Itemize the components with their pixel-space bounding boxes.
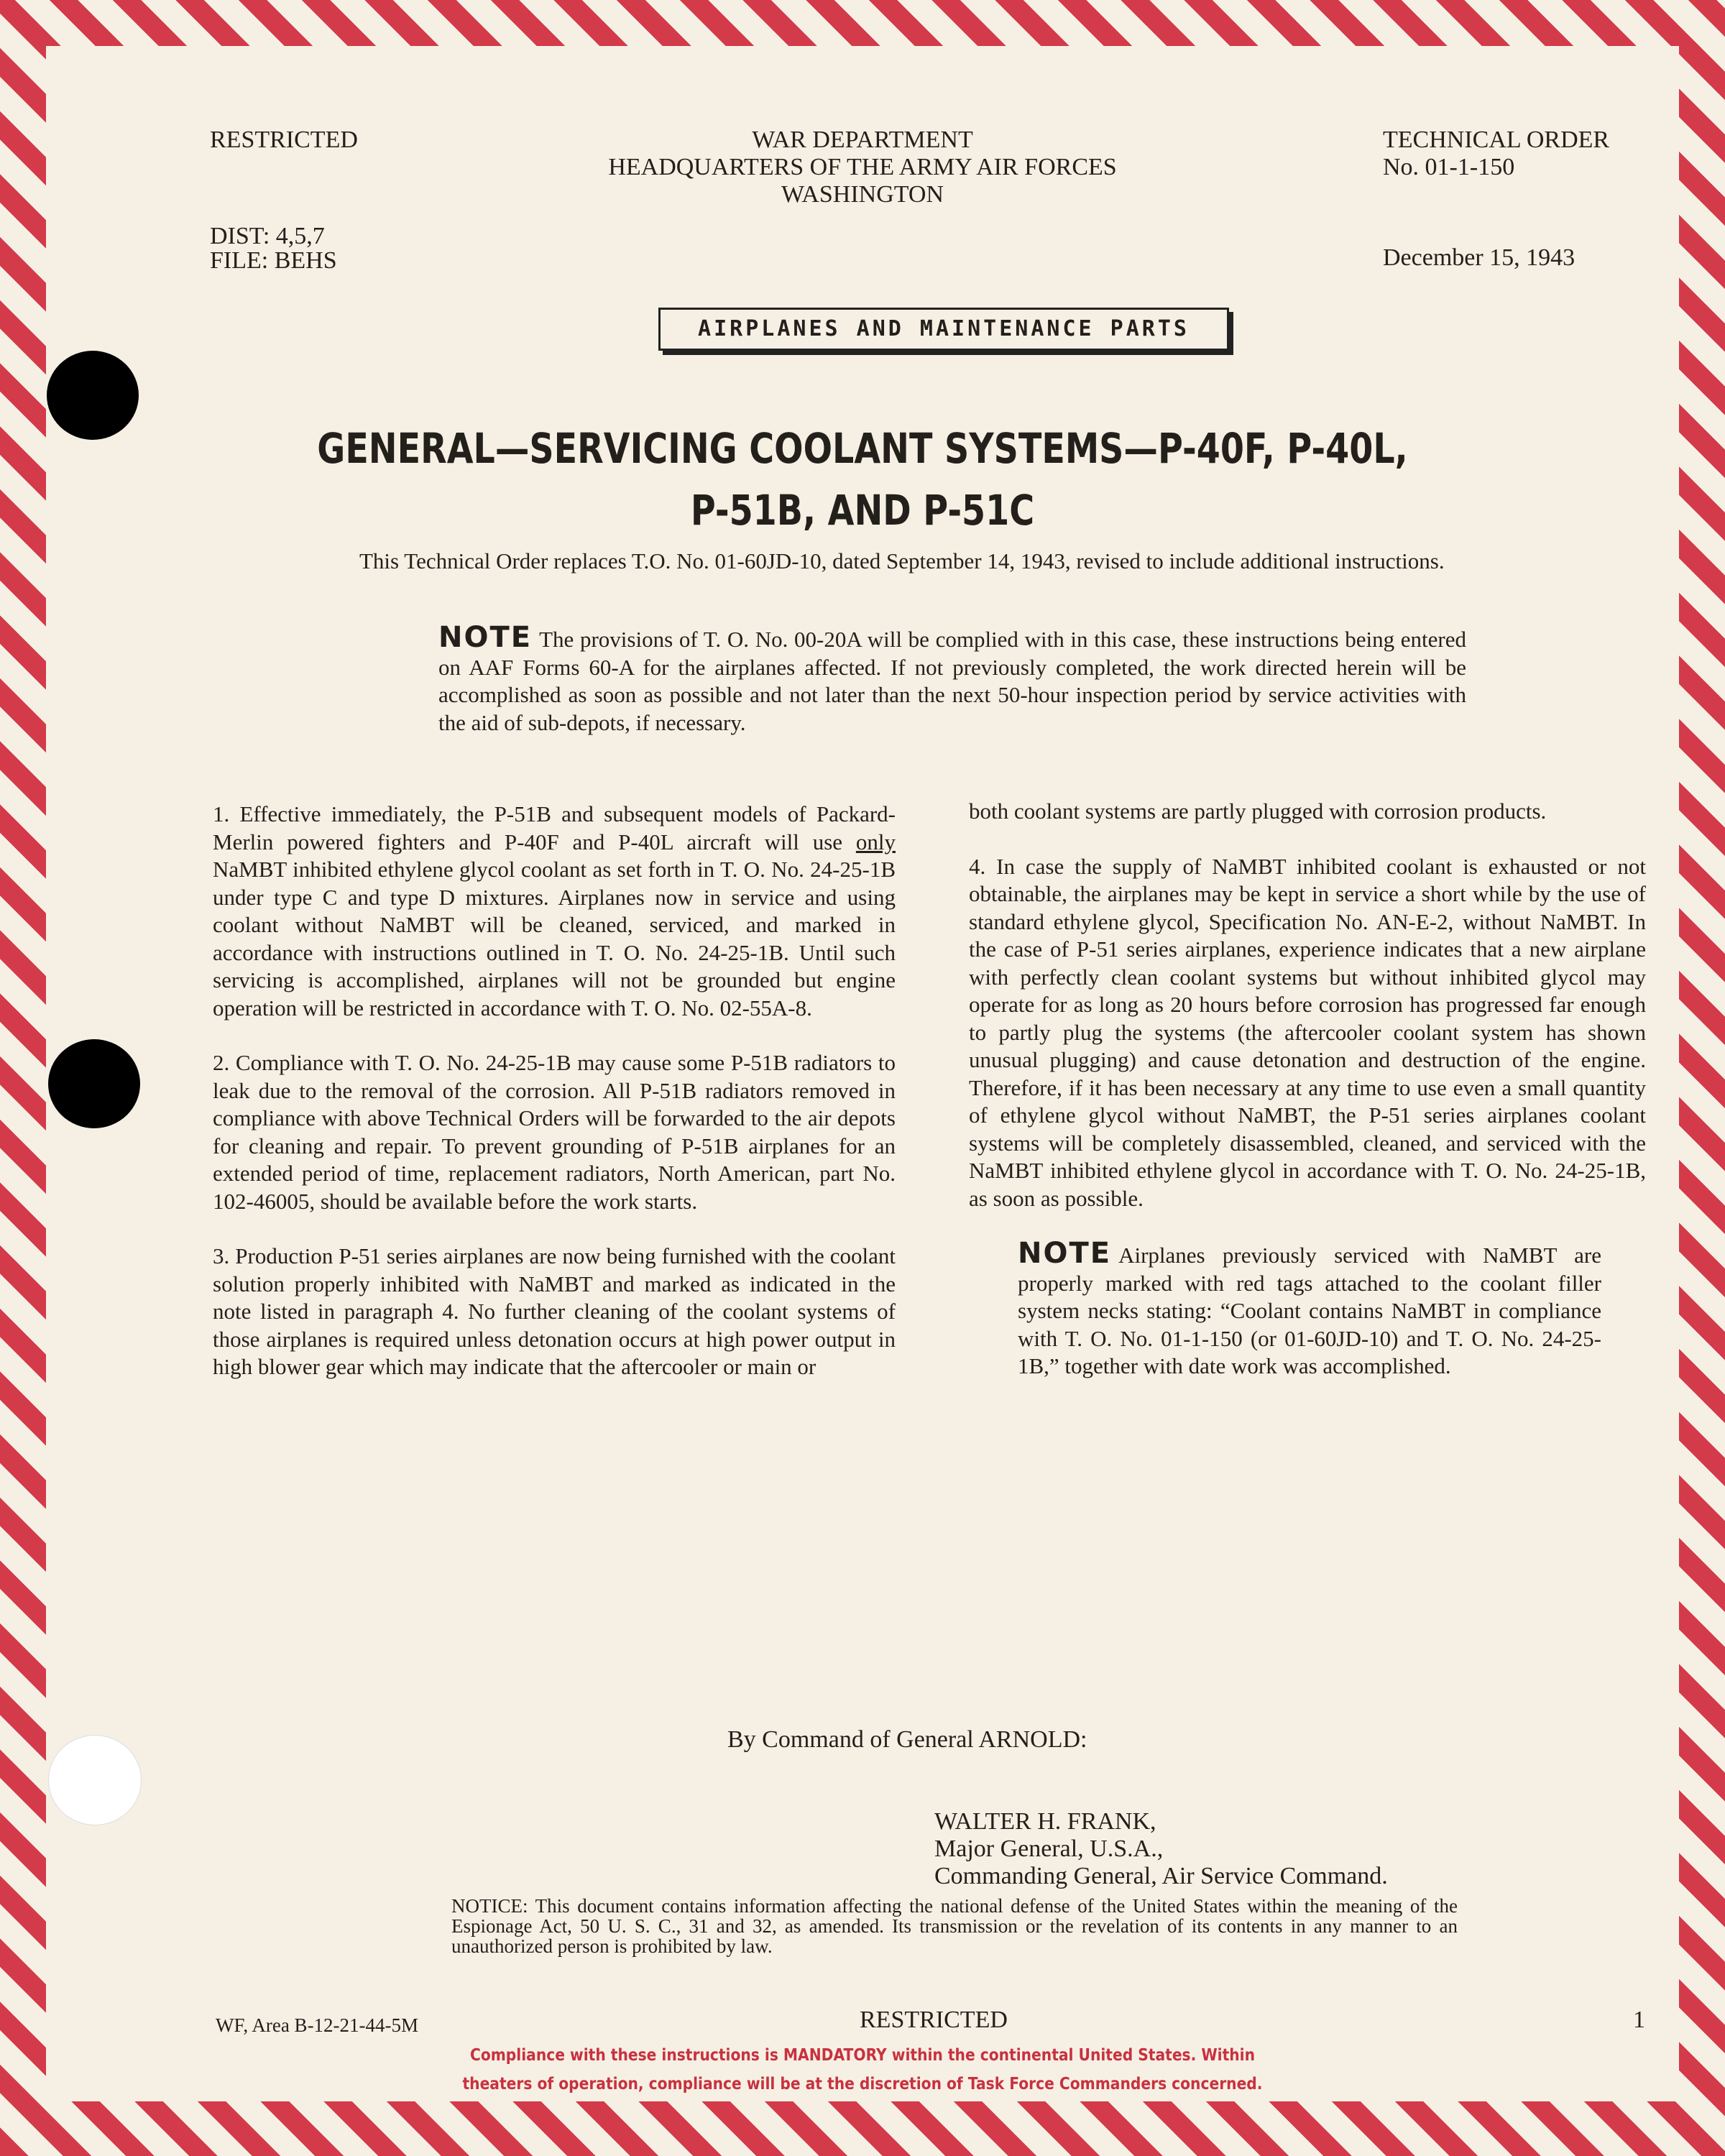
compliance-line-1: Compliance with these instructions is MANDATORY within the continental United States. Within xyxy=(469,2046,1256,2065)
note-text: Airplanes previously serviced with NaMBT are properly marked with red tags attached to the coolant filler system necks stating: “Coolant contains NaMBT in compliance with T. O. No. 01-1-150 (or 01-60JD-10) and T. O. No. 24-25-1B,” together with date work was accomplished. xyxy=(1018,1243,1601,1378)
document-title-line-1: GENERAL—SERVICING COOLANT SYSTEMS—P-40F, P-40L, xyxy=(317,424,1408,473)
espionage-notice: NOTICE: This document contains information affecting the national defense of the United States within the meaning of the Espionage Act, 50 U. S. C., 31 and 32, as amended. Its transmission or the revelation of its contents in any manner to an unauthorized person is prohibited by law. xyxy=(451,1895,1458,1957)
file-code: FILE: BEHS xyxy=(210,247,337,274)
signature-block xyxy=(934,1808,1388,1890)
paragraph-2: 2. Compliance with T. O. No. 24-25-1B may cause some P-51B radiators to leak due to the removal of the corrosion. All P-51B radiators removed in compliance with above Technical Orders will be forwarded to the air depots for cleaning and repair. To prevent grounding of P-51B airplanes for an extended period of time, replacement radiators, North American, part No. 102-46005, should be available before the work starts. xyxy=(213,1050,896,1214)
technical-order-number: No. 01-1-150 xyxy=(1383,154,1515,180)
command-line: By Command of General ARNOLD: xyxy=(727,1726,1087,1753)
intro-paragraph: This Technical Order replaces T.O. No. 01-60JD-10, dated September 14, 1943, revised to include additional instructions. xyxy=(359,548,1445,573)
note-block-1 xyxy=(438,621,1466,737)
compliance-line-2: theaters of operation, compliance will be at the discretion of Task Force Commanders concerned. xyxy=(462,2075,1263,2093)
note-label: NOTE xyxy=(1018,1237,1112,1270)
print-code: WF, Area B-12-21-44-5M xyxy=(216,2014,419,2036)
paragraph-3: 3. Production P-51 series airplanes are now being furnished with the coolant solution properly inhibited with NaMBT and marked as indicated in the note listed in paragraph 4. No further cleaning of the coolant systems of those airplanes is required unless detonation occurs at high power output in high blower gear which may indicate that the aftercooler or main or xyxy=(213,1243,896,1379)
emphasis-only: only xyxy=(855,829,896,854)
agency-line: HEADQUARTERS OF THE ARMY AIR FORCES xyxy=(608,154,1117,180)
right-column xyxy=(969,798,1646,1381)
paragraph-1-text-cont: NaMBT inhibited ethylene glycol coolant as set forth in T. O. No. 24-25-1B under type C and type D mixtures. Airplanes now in service and using coolant without NaMBT will be cleaned, serviced, and marked in accordance with instructions outlined in T. O. No. 24-25-1B. Until such servicing is accomplished, airplanes will not be grounded but engine operation will be restricted in accordance with T. O. No. 02-55A-8. xyxy=(213,857,896,1021)
footer-classification: RESTRICTED xyxy=(860,2007,1008,2033)
paragraph-1-text: 1. Effective immediately, the P-51B and subsequent models of Packard-Merlin powered fighters and P-40F and P-40L aircraft will use xyxy=(213,801,896,854)
paragraph-3-continued: both coolant systems are partly plugged with corrosion products. xyxy=(969,798,1547,824)
note-text: The provisions of T. O. No. 00-20A will be complied with in this case, these instructions being entered on AAF Forms 60-A for the airplanes affected. If not previously completed, the work directed herein will be accomplished as soon as possible and not later than the next 50-hour inspection period by service activities with the aid of sub-depots, if necessary. xyxy=(438,627,1466,735)
document-page xyxy=(46,46,1679,2101)
paragraph-1 xyxy=(213,801,896,1022)
header-classification: RESTRICTED xyxy=(210,126,358,153)
issue-date: December 15, 1943 xyxy=(1383,244,1576,271)
page-number: 1 xyxy=(1633,2007,1645,2033)
punch-hole-top xyxy=(47,351,139,440)
distribution-code: DIST: 4,5,7 xyxy=(210,223,325,249)
agency-line: WAR DEPARTMENT xyxy=(752,126,973,153)
signature-line: Commanding General, Air Service Command. xyxy=(934,1863,1388,1889)
left-column xyxy=(213,801,896,1381)
punch-hole-middle xyxy=(48,1039,140,1128)
header-agency xyxy=(575,126,1150,208)
signature-line: WALTER H. FRANK, xyxy=(934,1808,1156,1835)
punch-hole-bottom xyxy=(48,1735,142,1825)
note-block-2 xyxy=(1018,1237,1601,1381)
paragraph-4: 4. In case the supply of NaMBT inhibited coolant is exhausted or not obtainable, the airplanes may be kept in service a short while by the use of standard ethylene glycol, Specification No. AN-E-2, without NaMBT. In the case of P-51 series airplanes, experience indicates that a new airplane with perfectly clean coolant systems but without inhibited glycol may operate for as long as 20 hours before corrosion has progressed far enough to partly plug the systems (the aftercooler coolant system has shown unusual plugging) and cause detonation and destruction of the engine. Therefore, if it has been necessary at any time to use even a small quantity of ethylene glycol without NaMBT, the P-51 series airplanes coolant systems will be completely disassembled, cleaned, and serviced with the NaMBT inhibited ethylene glycol in accordance with T. O. No. 24-25-1B, as soon as possible. xyxy=(969,853,1646,1211)
signature-line: Major General, U.S.A., xyxy=(934,1835,1164,1862)
agency-line: WASHINGTON xyxy=(781,181,944,208)
document-title-line-2: P-51B, AND P-51C xyxy=(690,486,1035,535)
note-label: NOTE xyxy=(438,621,533,654)
technical-order-label: TECHNICAL ORDER xyxy=(1383,126,1610,153)
category-box: AIRPLANES AND MAINTENANCE PARTS xyxy=(658,308,1229,351)
